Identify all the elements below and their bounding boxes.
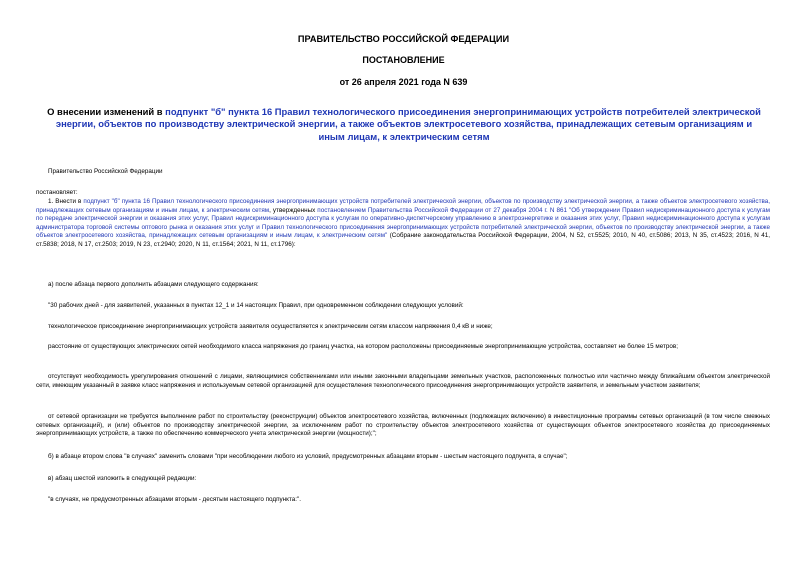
p1-text: 1. Внести в bbox=[48, 198, 84, 205]
government-line: Правительство Российской Федерации bbox=[48, 168, 163, 175]
item-b: б) в абзаце втором слова "в случаях" заменить словами "при несоблюдении любого из условий, предусмотренных абзацами вторым - шестым настоящего подпункта, в случае"; bbox=[48, 453, 568, 460]
p1-link-resolution[interactable]: постановлением Правительства Российской Федерации от 27 декабря 2004 г. N 861 "Об утверждении Правил недискриминационного доступа к услугам по передаче электрической энергии и оказания этих услуг, Правил недискриминационного доступа к услугам по оперативно-диспетчерскому управлению в электроэнергетике и оказания этих услуг, Правил недискриминационного доступа к услугам администратора торговой системы оптового рынка и оказания этих услуг и Правил технологического присоединения энергопринимающих устройств потребителей электрической энергии, объектов по производству электрической энергии, а также объектов электросетевого хозяйства, принадлежащих сетевым организациям и иным лицам, к электрическим сетям" bbox=[36, 206, 770, 240]
p1-link-rules[interactable]: подпункт "б" пункта 16 Правил технологического присоединения энергопринимающих устройств потребителей электрической энергии, объектов по производству электрической энергии, а также объектов электросетевого хозяйства, принадлежащих сетевым организациям и иным лицам, к электрическим сетям bbox=[36, 198, 770, 214]
org-heading: ПРАВИТЕЛЬСТВО РОССИЙСКОЙ ФЕДЕРАЦИИ bbox=[297, 34, 510, 44]
document-title bbox=[46, 106, 762, 143]
quote-2: "в случаях, не предусмотренных абзацами вторым - десятым настоящего подпункта:". bbox=[48, 496, 302, 503]
item-v: в) абзац шестой изложить в следующей редакции: bbox=[48, 475, 197, 482]
condition-4: от сетевой организации не требуется выполнение работ по строительству (реконструкции) объектов электросетевого хозяйства, включенных (подлежащих включению) в инвестиционные программы сетевых организаций (в том числе смежных сетевых организаций), и (или) объектов по производству электрической энергии, за исключением работ по строительству объектов электросетевого хозяйства от существующих объектов электросетевого хозяйства до присоединяемых энергопринимающих устройств, а также по обеспечению коммерческого учета электрической энергии (мощности);"; bbox=[36, 413, 770, 438]
condition-1: технологическое присоединение энергопринимающих устройств заявителя осуществляется к электрическим сетям классом напряжения 0,4 кВ и ниже; bbox=[48, 323, 493, 330]
condition-3: отсутствует необходимость урегулирования отношений с лицами, являющимися собственниками или иными законными владельцами земельных участков, расположенных полностью или частично между ближайшим объектом электрической сети, имеющим указанный в заявке класс напряжения и используемым сетевой организацией для осуществления технологического присоединения энергопринимающих устройств заявителя, и земельным участком заявителя; bbox=[36, 373, 770, 389]
item-a: а) после абзаца первого дополнить абзацами следующего содержания: bbox=[48, 281, 259, 288]
quote-1: "30 рабочих дней - для заявителей, указанных в пунктах 12_1 и 14 настоящих Правил, при одновременном соблюдении следующих условий: bbox=[48, 302, 464, 309]
p1-text-3: (Собрание законодательства Российской Федерации, 2004, N 52, ст.5525; 2010, N 40, ст.5086; 2013, N 35, ст.4523; 2016, N 41, ст.5838; 2018, N 17, ст.2503; 2019, N 23, ст.2940; 2020, N 11, ст.1564; 2021, N 11, ст.1796): bbox=[36, 232, 770, 248]
title-text: О внесении изменений в bbox=[47, 106, 166, 117]
date-number-heading: от 26 апреля 2021 года N 639 bbox=[339, 77, 468, 87]
condition-2: расстояние от существующих электрических сетей необходимого класса напряжения до границ участка, на котором расположены присоединяемые энергопринимающие устройства, составляет не более 15 метров; bbox=[48, 343, 679, 350]
title-link[interactable]: подпункт "б" пункта 16 Правил технологического присоединения энергопринимающих устройств потребителей электрической энергии, объектов по производству электрической энергии, а также объектов электросетевого хозяйства, принадлежащих сетевым организациям и иным лицам, к электрическим сетям bbox=[55, 106, 761, 142]
doc-type-heading: ПОСТАНОВЛЕНИЕ bbox=[362, 55, 445, 65]
decides-line: постановляет: bbox=[36, 189, 78, 196]
paragraph-1 bbox=[36, 198, 770, 250]
p1-text-2: , утвержденных bbox=[269, 206, 318, 214]
